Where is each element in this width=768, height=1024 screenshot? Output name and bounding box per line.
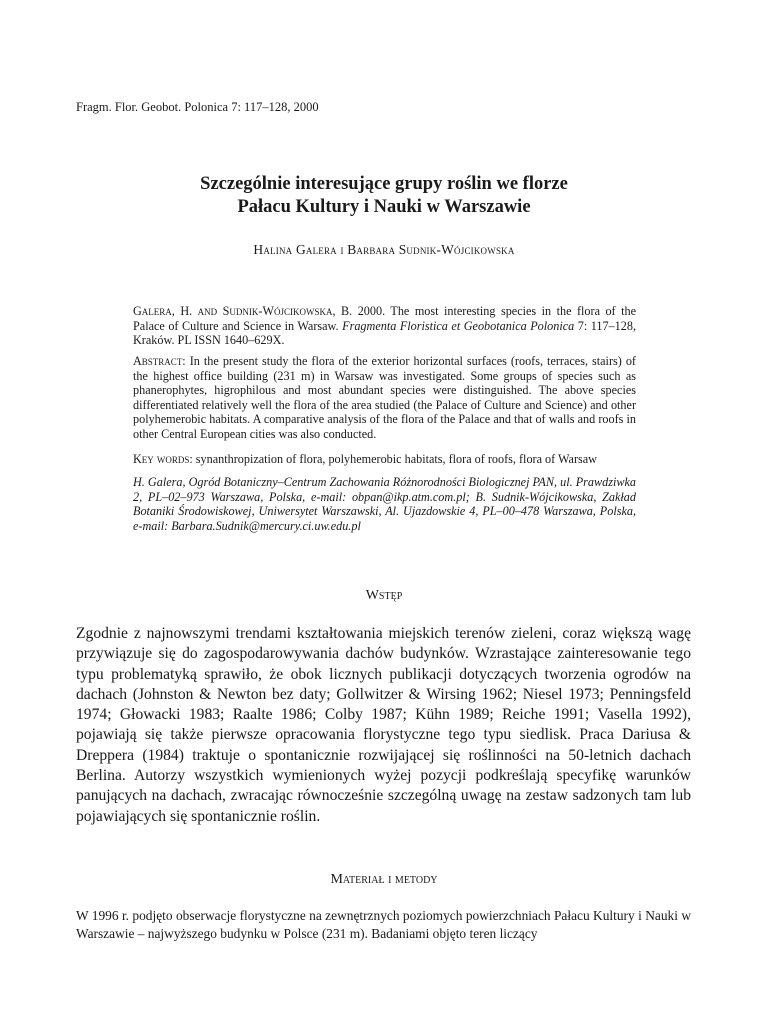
title-line-2: Pałacu Kultury i Nauki w Warszawie xyxy=(237,197,531,217)
section-heading-material: Materiał i metody xyxy=(330,872,438,887)
keywords-text: synanthropization of flora, polyhemerobic habitats, flora of roofs, flora of Warsaw xyxy=(192,452,597,466)
section-heading-intro: Wstęp xyxy=(365,588,403,603)
citation-text: , B. 2000. The most interesting species in the flora of the Palace of Culture and Science in Warsaw. xyxy=(133,304,636,333)
keywords xyxy=(133,452,636,467)
material-paragraph: W 1996 r. podjęto obserwacje florystyczne na zewnętrznych poziomych powierzchniach Pałacu Kultury i Nauki w Warszawie – najwyższego budynku w Polsce (231 m). Badaniami objęto teren liczący xyxy=(76,908,691,941)
abstract-label: Abstract: xyxy=(133,354,186,368)
citation-pages: 7: 117–128, Kraków. PL ISSN 1640–629X. xyxy=(133,318,637,347)
intro-paragraph: Zgodnie z najnowszymi trendami kształtowania miejskich terenów zieleni, coraz większą wagę przywiązuje się do zagospodarowywania dachów budynków. Wzrastające zainteresowanie tego typu problematyką sprawiło, że obok licznych publikacji dotyczących tworzenia ogrodów na dachach (Johnston & Newton bez daty; Gollwitzer & Wirsing 1962; Niesel 1973; Penningsfeld 1974; Głowacki 1983; Raalte 1986; Colby 1987; Kühn 1989; Reiche 1991; Vasella 1992), pojawiają się także pierwsze opracowania florystyczne tego typu siedlisk. Praca Dariusa & Dreppera (1984) traktuje o spontanicznie rozwijającej się roślinności na 50-letnich dachach Berlina. Autorzy wszystkich wymienionych wyżej pozycji podkreślają specyfikę warunków panujących na dachach, zwracając równocześnie szczególną uwagę na zestaw sadzonych tam lub pojawiających się spontanicznie roślin. xyxy=(76,625,691,825)
citation xyxy=(133,304,636,348)
keywords-label: Key words: xyxy=(133,452,193,466)
author-addresses: H. Galera, Ogród Botaniczny–Centrum Zachowania Różnorodności Biologicznej PAN, ul. Prawdziwka 2, PL–02–973 Warszawa, Polska, e-mail: obpan@ikp.atm.com.pl; B. Sudnik-Wójcikowska, Zakład Botaniki Środowiskowej, Uniwersytet Warszawski, Al. Ujazdowskie 4, PL–00–478 Warszawa, Polska, e-mail: Barbara.Sudnik@mercury.ci.uw.edu.pl xyxy=(133,475,636,533)
journal-reference: Fragm. Flor. Geobot. Polonica 7: 117–128, 2000 xyxy=(76,100,319,114)
paper-title xyxy=(0,173,768,219)
authors-line: Halina Galera i Barbara Sudnik-Wójcikowska xyxy=(253,242,515,257)
citation-authors: Galera, H. and Sudnik-Wójcikowska xyxy=(133,304,333,318)
abstract-text: In the present study the flora of the exterior horizontal surfaces (roofs, terraces, stairs) of the highest office building (231 m) in Warsaw was investigated. Some groups of species such as phanerophytes, higrophilous and most abundant species were distinguished. The above species differentiated relatively well the flora of the area studied (the Palace of Culture and Science) and other polyhemerobic habitats. A comparative analysis of the flora of the Palace and that of walls and roofs in other Central European cities was also conducted. xyxy=(133,354,636,441)
title-line-1: Szczególnie interesujące grupy roślin we florze xyxy=(200,174,568,194)
abstract xyxy=(133,354,636,441)
citation-journal: Fragmenta Floristica et Geobotanica Polonica xyxy=(342,318,575,333)
